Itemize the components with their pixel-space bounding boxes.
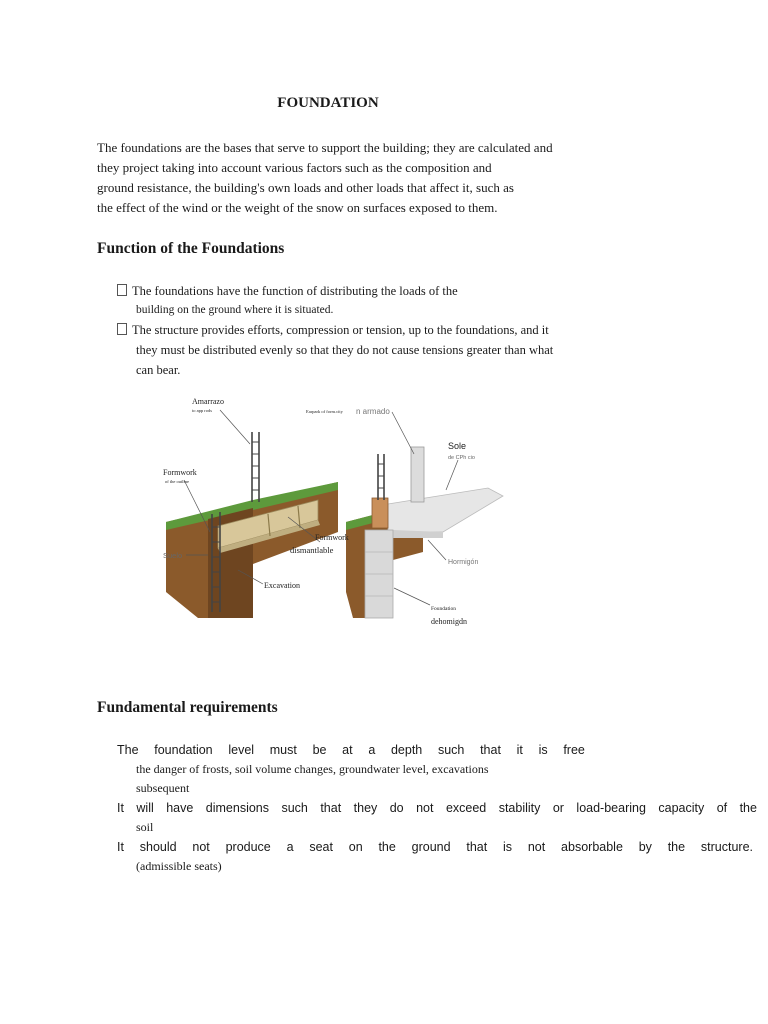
requirement-word: seat bbox=[309, 840, 333, 854]
requirement-continuation: soil bbox=[136, 820, 154, 834]
right-foundation-drawing bbox=[346, 447, 503, 618]
foundation-illustration bbox=[158, 392, 508, 632]
label-sole: Sole bbox=[448, 441, 467, 451]
requirement-line bbox=[117, 837, 753, 857]
label-suelo: Suelo bbox=[163, 551, 183, 560]
requirement-word: absorbable bbox=[561, 840, 623, 854]
label-amarrazo: Amarrazo bbox=[192, 397, 224, 406]
requirements-list bbox=[117, 740, 757, 876]
requirement-continuation: the danger of frosts, soil volume changes, groundwater level, excavations bbox=[136, 762, 489, 776]
label-foundation: Foundation bbox=[431, 606, 457, 612]
requirement-word: capacity bbox=[658, 801, 705, 815]
requirement-word: the bbox=[667, 840, 686, 854]
concrete-column bbox=[411, 447, 424, 502]
starter-bars bbox=[372, 498, 388, 528]
requirement-word: the bbox=[378, 840, 396, 854]
requirement-word: by bbox=[638, 840, 652, 854]
requirement-word: have bbox=[166, 801, 194, 815]
function-bullet-list bbox=[117, 281, 553, 380]
requirement-word: such bbox=[437, 743, 465, 757]
requirement-word: produce bbox=[225, 840, 271, 854]
requirement-word: will bbox=[136, 801, 154, 815]
requirement-word: free bbox=[563, 743, 585, 757]
page-title: FOUNDATION bbox=[277, 95, 379, 111]
label-formwork-left-sub: of the outline bbox=[165, 479, 189, 484]
requirement-word: dimensions bbox=[205, 801, 270, 815]
rebar-ties bbox=[378, 464, 384, 488]
label-amarrazo-sub: to app rods bbox=[192, 408, 212, 413]
requirement-word: not bbox=[416, 801, 434, 815]
requirement-word: stability bbox=[498, 801, 541, 815]
bullet-box-icon bbox=[117, 284, 127, 296]
bullet-item bbox=[117, 281, 553, 301]
requirement-word: not bbox=[527, 840, 546, 854]
requirement-word: load-bearing bbox=[576, 801, 646, 815]
label-sole-sub: de CPh cio bbox=[448, 455, 475, 461]
requirement-word: a bbox=[368, 743, 376, 757]
requirement-word: the bbox=[739, 801, 757, 815]
requirement-word: exceed bbox=[445, 801, 487, 815]
rebar-ties bbox=[252, 442, 259, 490]
label-armado: n armado bbox=[356, 407, 390, 416]
bullet-continuation: they must be distributed evenly so that they do not cause tensions greater than what bbox=[136, 343, 554, 357]
requirement-word: that bbox=[320, 801, 342, 815]
label-dehomigdn: dehomigdn bbox=[431, 617, 467, 626]
requirement-word: of bbox=[716, 801, 728, 815]
requirement-word: is bbox=[538, 743, 548, 757]
requirement-word: it bbox=[516, 743, 523, 757]
requirement-word: must bbox=[269, 743, 297, 757]
requirement-line bbox=[117, 740, 585, 760]
requirement-word: not bbox=[192, 840, 210, 854]
requirement-word: The bbox=[117, 743, 139, 757]
requirement-line bbox=[117, 798, 757, 818]
intro-line: the effect of the wind or the weight of the snow on surfaces exposed to them. bbox=[97, 200, 498, 215]
requirement-word: ground bbox=[411, 840, 451, 854]
intro-line: they project taking into account various factors such as the composition and bbox=[97, 160, 492, 175]
bullet-continuation: building on the ground where it is situated. bbox=[136, 304, 334, 316]
requirement-word: be bbox=[312, 743, 327, 757]
intro-line: The foundations are the bases that serve to support the building; they are calculated and bbox=[97, 140, 553, 155]
requirement-word: that bbox=[466, 840, 488, 854]
requirement-continuation: (admissible seats) bbox=[136, 859, 222, 873]
bullet-item bbox=[117, 320, 553, 340]
requirement-word: that bbox=[480, 743, 501, 757]
bullet-continuation: can bear. bbox=[136, 363, 181, 377]
bullet-text: The foundations have the function of distributing the loads of the bbox=[132, 284, 458, 298]
intro-line: ground resistance, the building's own loads and other loads that affect it, such as bbox=[97, 180, 514, 195]
requirement-word: a bbox=[286, 840, 294, 854]
label-formwork-right: Formwork bbox=[315, 533, 349, 542]
requirement-word: should bbox=[139, 840, 177, 854]
requirement-word: foundation bbox=[154, 743, 213, 757]
requirement-word: structure. bbox=[700, 840, 753, 854]
concrete-slab bbox=[388, 488, 503, 532]
requirement-word: or bbox=[552, 801, 564, 815]
requirement-word: is bbox=[503, 840, 513, 854]
bullet-box-icon bbox=[117, 323, 127, 335]
function-heading: Function of the Foundations bbox=[97, 240, 285, 257]
requirement-word: such bbox=[281, 801, 308, 815]
requirement-word: at bbox=[342, 743, 353, 757]
requirement-continuation: subsequent bbox=[136, 781, 190, 795]
requirement-word: It bbox=[117, 840, 124, 854]
bullet-text: The structure provides efforts, compression or tension, up to the foundations, and it bbox=[132, 323, 549, 337]
requirement-word: do bbox=[389, 801, 404, 815]
left-excavation-drawing bbox=[166, 432, 338, 618]
requirement-word: level bbox=[228, 743, 255, 757]
requirement-word: depth bbox=[390, 743, 423, 757]
label-hormigon: Hormigón bbox=[448, 559, 479, 566]
label-excavation: Excavation bbox=[264, 581, 300, 590]
label-earpark: Earpark of form.city bbox=[306, 409, 343, 414]
requirement-word: they bbox=[353, 801, 378, 815]
requirements-heading: Fundamental requirements bbox=[97, 699, 278, 716]
label-formwork-left: Formwork bbox=[163, 468, 197, 477]
label-dismantlable: dismantlable bbox=[290, 545, 334, 555]
requirement-word: on bbox=[348, 840, 363, 854]
intro-paragraph bbox=[97, 138, 567, 218]
requirement-word: It bbox=[117, 801, 124, 815]
